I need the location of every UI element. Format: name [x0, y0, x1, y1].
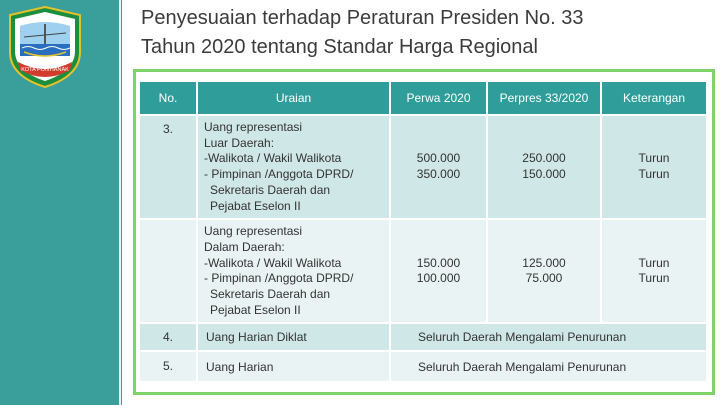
row-number: 4. — [140, 323, 197, 351]
sidebar-divider — [119, 0, 121, 405]
col-header-uraian: Uraian — [197, 82, 390, 115]
uraian-cell — [197, 219, 390, 323]
merged-keterangan-cell: Seluruh Daerah Mengalami Penurunan — [390, 351, 706, 381]
perpres-cell — [487, 219, 601, 323]
keterangan-value: Turun — [638, 167, 670, 182]
col-header-keterangan: Keterangan — [601, 82, 706, 115]
row-number: 5. — [140, 351, 197, 381]
table-row — [140, 219, 706, 323]
merged-keterangan-cell: Seluruh Daerah Mengalami Penurunan — [390, 323, 706, 351]
table-header-row — [140, 82, 706, 115]
table-row — [140, 115, 706, 219]
perwa-value: 150.000 — [416, 255, 461, 270]
harga-regional-table — [140, 82, 706, 381]
table-frame — [133, 69, 715, 395]
uraian-line: Uang representasi — [204, 224, 303, 239]
perpres-value: 250.000 — [522, 151, 566, 166]
perpres-value: 75.000 — [525, 271, 563, 286]
title-line-2: Tahun 2020 tentang Standar Harga Regional — [141, 36, 538, 58]
page-title — [141, 4, 711, 62]
keterangan-cell — [601, 219, 706, 323]
uraian-line: Luar Daerah: — [204, 135, 275, 150]
uraian-line: Sekretaris Daerah dan — [210, 182, 331, 197]
col-header-perwa: Perwa 2020 — [390, 82, 487, 115]
perpres-value: 150.000 — [522, 167, 566, 182]
keterangan-value: Turun — [638, 271, 670, 286]
uraian-line: - Pimpinan /Anggota DPRD/ — [204, 167, 354, 182]
perpres-cell — [487, 115, 601, 219]
kota-pontianak-emblem-icon — [4, 4, 86, 90]
uraian-line: - Pimpinan /Anggota DPRD/ — [204, 271, 354, 286]
perwa-value: 100.000 — [416, 271, 461, 286]
perwa-value: 500.000 — [416, 151, 461, 166]
uraian-line: -Walikota / Wakil Walikota — [204, 151, 342, 166]
perwa-cell — [390, 115, 487, 219]
uraian-line: -Walikota / Wakil Walikota — [204, 255, 342, 270]
uraian-cell — [197, 115, 390, 219]
keterangan-value: Turun — [638, 255, 670, 270]
perwa-value: 350.000 — [416, 167, 461, 182]
keterangan-cell — [601, 115, 706, 219]
keterangan-value: Turun — [638, 151, 670, 166]
uraian-cell: Uang Harian — [197, 351, 390, 381]
table-row — [140, 323, 706, 351]
uraian-cell: Uang Harian Diklat — [197, 323, 390, 351]
table-row — [140, 351, 706, 381]
uraian-line: Sekretaris Daerah dan — [210, 287, 331, 302]
uraian-line: Pejabat Eselon II — [210, 198, 301, 213]
perpres-value: 125.000 — [522, 255, 566, 270]
title-line-1: Penyesuaian terhadap Peraturan Presiden No. 33 — [141, 7, 584, 29]
perwa-cell — [390, 219, 487, 323]
uraian-line: Dalam Daerah: — [204, 239, 285, 254]
uraian-line: Uang representasi — [204, 120, 303, 134]
col-header-no: No. — [140, 82, 197, 115]
row-number: 3. — [140, 115, 197, 219]
uraian-line: Pejabat Eselon II — [210, 302, 301, 317]
row-number — [140, 219, 197, 323]
col-header-perpres: Perpres 33/2020 — [487, 82, 601, 115]
emblem-banner-text: KOTA PONTIANAK — [21, 67, 69, 73]
